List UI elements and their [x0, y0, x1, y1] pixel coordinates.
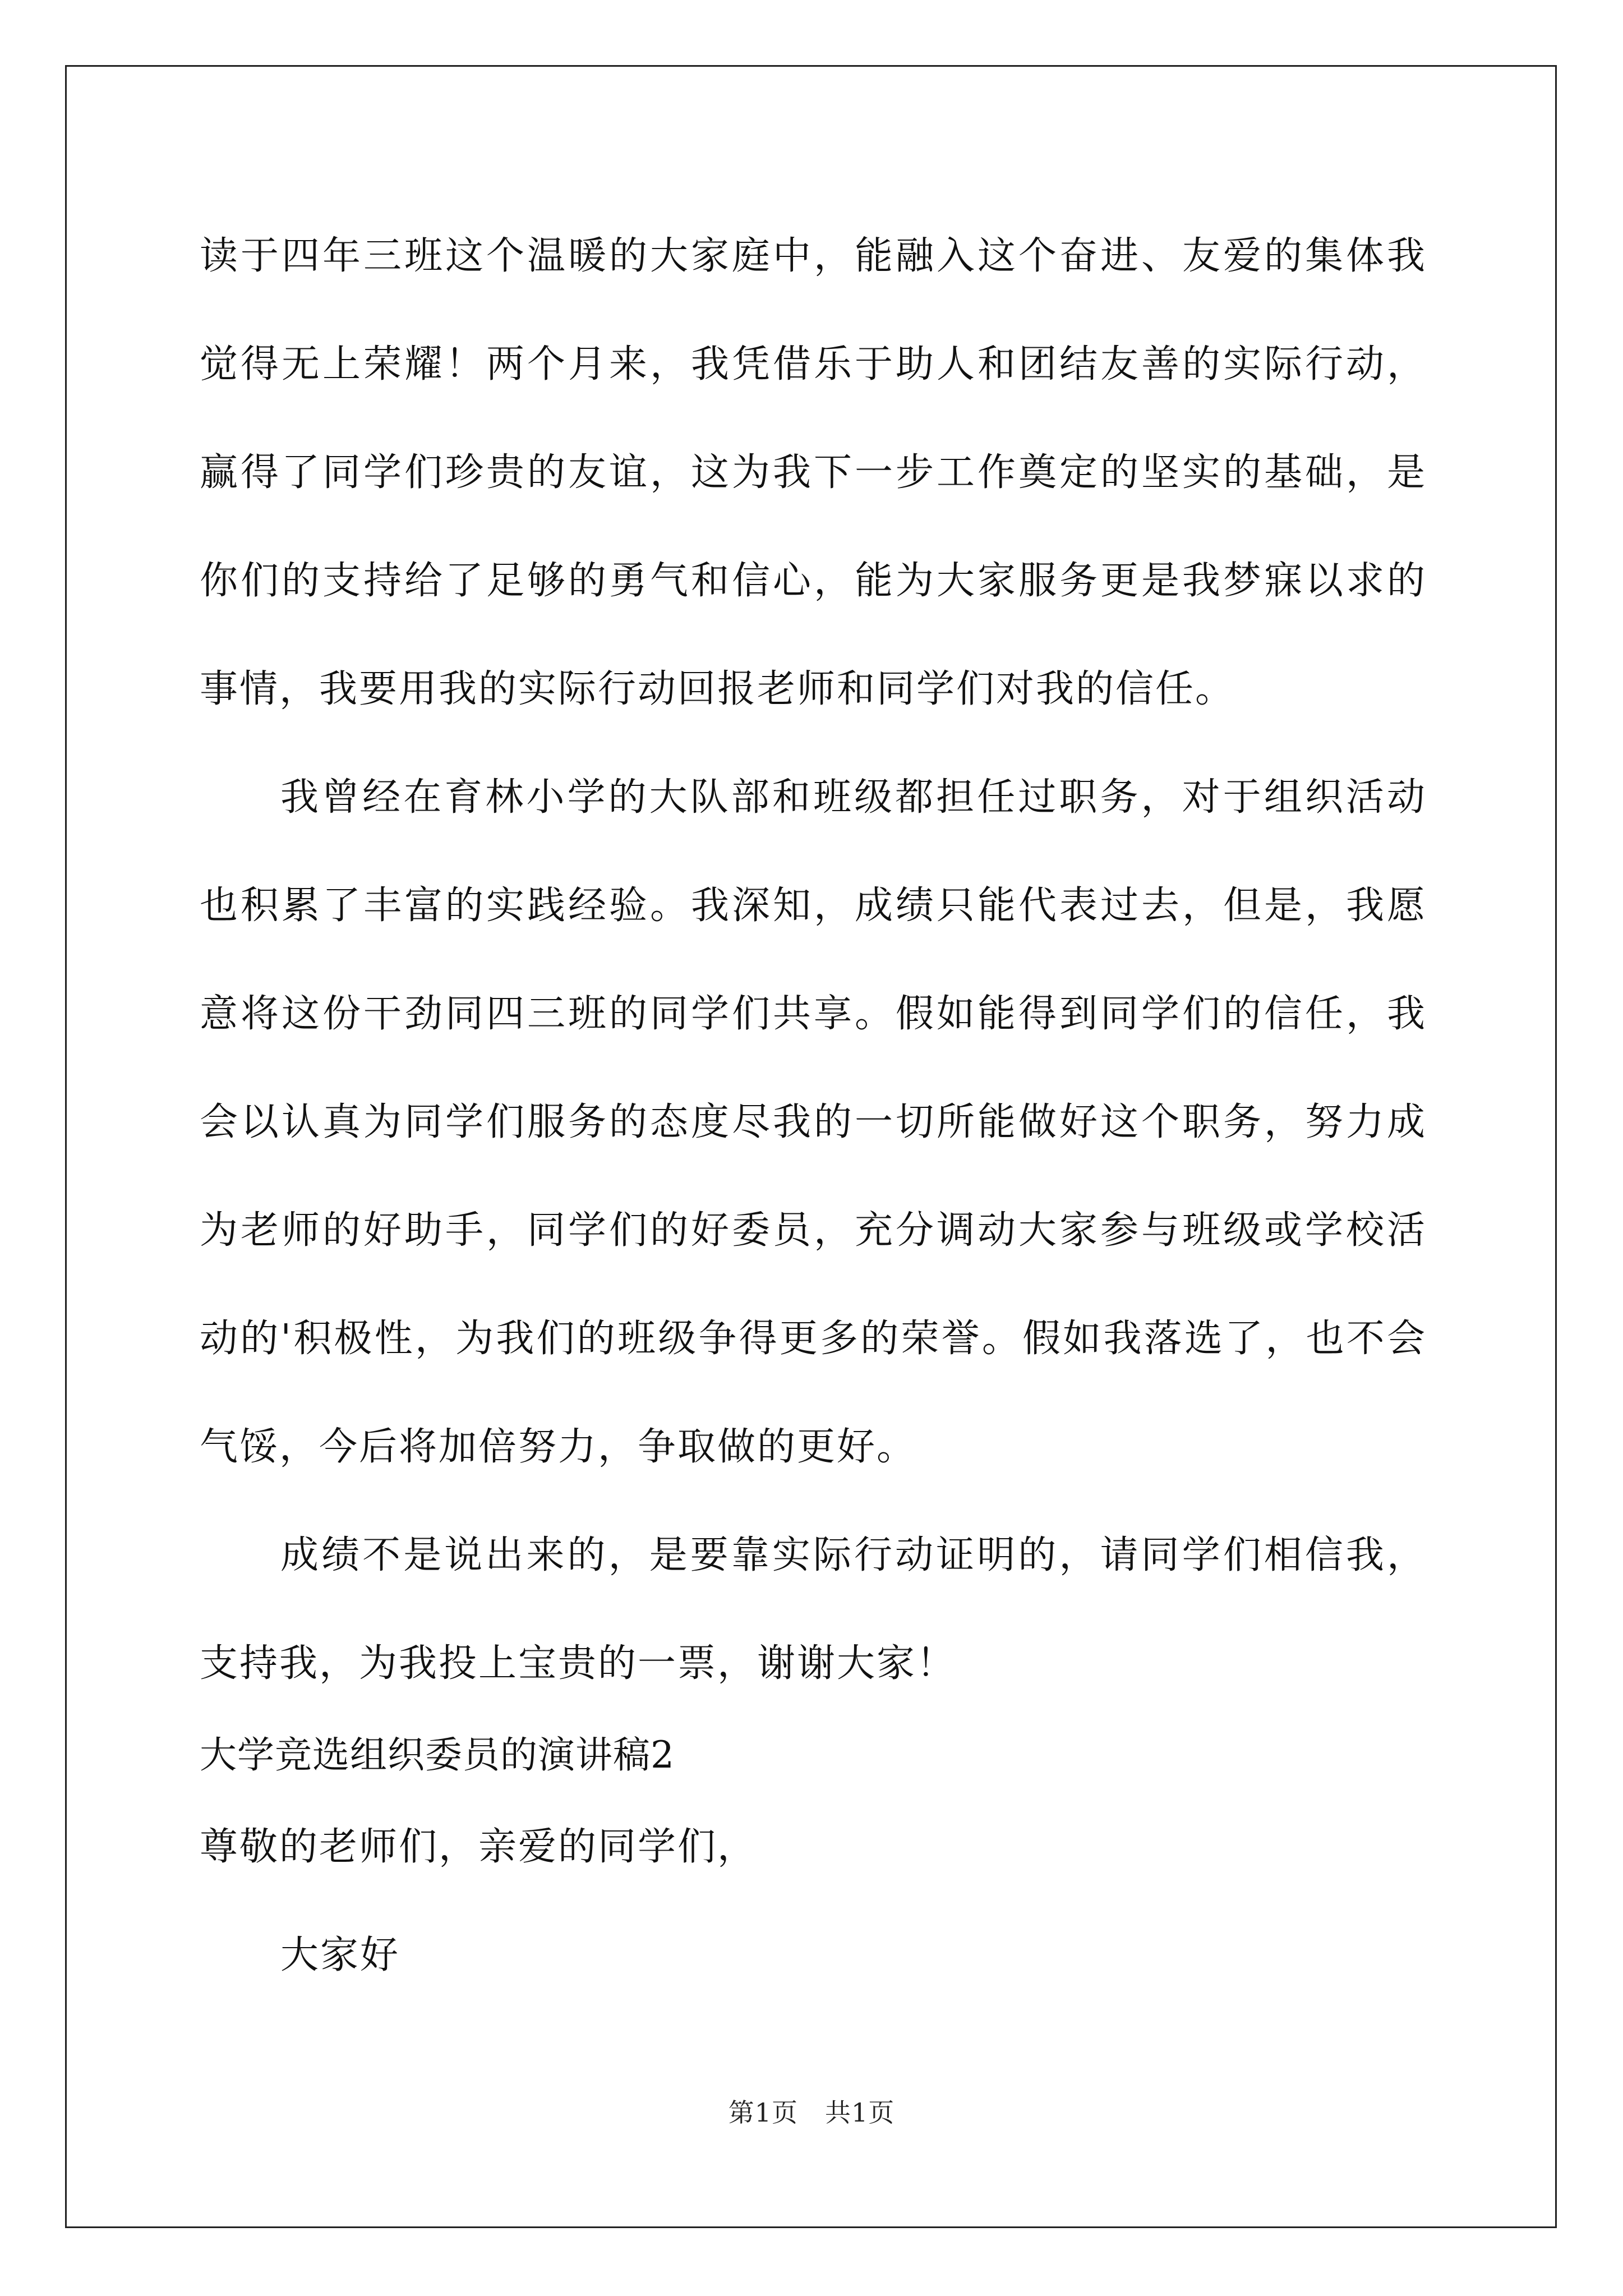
page-footer	[0, 2092, 1623, 2129]
page-total: 共1页	[825, 2097, 895, 2128]
document-body	[200, 202, 1427, 2009]
page-number: 第1页	[728, 2097, 798, 2128]
paragraph-1: 读于四年三班这个温暖的大家庭中，能融入这个奋进、友爱的集体我觉得无上荣耀！两个月来，我凭借乐于助人和团结友善的实际行动，赢得了同学们珍贵的友谊，这为我下一步工作奠定的坚实的基础，是你们的支持给了足够的勇气和信心，能为大家服务更是我梦寐以求的事情，我要用我的实际行动回报老师和同学们对我的信任。	[200, 234, 1427, 711]
salutation: 尊敬的老师们，亲爱的同学们，	[200, 1825, 758, 1869]
greeting: 大家好	[280, 1933, 400, 1977]
paragraph-2: 我曾经在育林小学的大队部和班级都担任过职务，对于组织活动也积累了丰富的实践经验。我深知，成绩只能代表过去，但是，我愿意将这份干劲同四三班的同学们共享。假如能得到同学们的信任，我会以认真为同学们服务的态度尽我的一切所能做好这个职务，努力成为老师的好助手，同学们的好委员，充分调动大家参与班级或学校活动的'积极性，为我们的班级争得更多的荣誉。假如我落选了，也不会气馁，今后将加倍努力，争取做的更好。	[200, 775, 1427, 1469]
paragraph-3: 成绩不是说出来的，是要靠实际行动证明的，请同学们相信我，支持我，为我投上宝贵的一票，谢谢大家！	[200, 1533, 1427, 1686]
section-title: 大学竞选组织委员的演讲稿2	[200, 1733, 675, 1777]
